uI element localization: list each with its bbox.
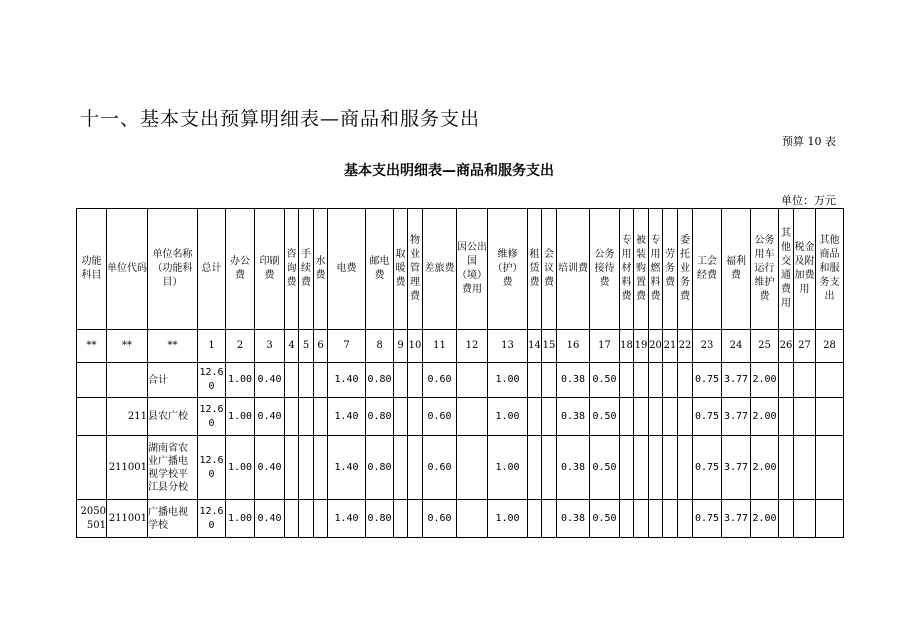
table-cell	[457, 500, 488, 538]
table-cell	[285, 398, 299, 436]
table-cell	[77, 363, 107, 398]
table-cell	[649, 363, 663, 398]
table-cell	[779, 363, 794, 398]
index-cell: 21	[663, 330, 678, 363]
table-cell: 12.60	[198, 398, 226, 436]
table-cell	[528, 363, 542, 398]
table-cell	[542, 500, 557, 538]
table-cell	[408, 363, 423, 398]
table-cell	[394, 398, 408, 436]
table-cell: 3.77	[722, 398, 751, 436]
table-cell: 合计	[148, 363, 198, 398]
table-cell	[542, 436, 557, 500]
table-cell	[816, 398, 844, 436]
table-cell: 1.00	[226, 500, 255, 538]
table-cell: 211	[107, 398, 148, 436]
table-cell	[314, 363, 328, 398]
col-header: 维修（护）费	[488, 209, 528, 330]
index-cell: 20	[649, 330, 663, 363]
table-cell	[542, 398, 557, 436]
col-header: 其他商品和服务支出	[816, 209, 844, 330]
table-cell: 3.77	[722, 363, 751, 398]
table-cell: 12.60	[198, 436, 226, 500]
index-cell: 6	[314, 330, 328, 363]
table-cell	[620, 436, 634, 500]
table-cell: 0.75	[693, 436, 722, 500]
table-cell	[394, 436, 408, 500]
table-cell: 211001	[107, 436, 148, 500]
table-cell: 0.60	[423, 363, 457, 398]
index-cell: **	[148, 330, 198, 363]
table-cell	[779, 398, 794, 436]
table-cell: 0.38	[557, 398, 590, 436]
table-number: 预算 10 表	[782, 135, 836, 148]
table-cell: 广播电视学校	[148, 500, 198, 538]
index-cell: 9	[394, 330, 408, 363]
table-cell: 0.38	[557, 436, 590, 500]
table-cell	[794, 436, 816, 500]
table-cell: 0.50	[590, 436, 620, 500]
table-cell	[394, 500, 408, 538]
table-cell: 0.75	[693, 500, 722, 538]
table-cell: 0.50	[590, 500, 620, 538]
table-cell: 0.40	[255, 363, 285, 398]
index-cell: 8	[366, 330, 394, 363]
col-header: 功能科目	[77, 209, 107, 330]
col-header: 邮电费	[366, 209, 394, 330]
index-cell: 23	[693, 330, 722, 363]
table-cell: 0.60	[423, 500, 457, 538]
table-cell	[678, 436, 693, 500]
table-cell: 0.75	[693, 363, 722, 398]
table-cell	[816, 500, 844, 538]
table-title: 基本支出明细表—商品和服务支出	[344, 163, 554, 179]
unit-label: 单位：万元	[781, 194, 836, 207]
table-cell	[816, 363, 844, 398]
table-cell: 211001	[107, 500, 148, 538]
col-header: 租赁费	[528, 209, 542, 330]
col-header: 其他交通费用	[779, 209, 794, 330]
col-header: 专用燃料费	[649, 209, 663, 330]
index-cell: **	[77, 330, 107, 363]
table-cell	[663, 436, 678, 500]
index-cell: 18	[620, 330, 634, 363]
table-cell	[779, 500, 794, 538]
col-header: 被装购置费	[634, 209, 649, 330]
table-cell	[649, 398, 663, 436]
index-cell: 28	[816, 330, 844, 363]
table-cell	[285, 500, 299, 538]
table-cell	[816, 436, 844, 500]
table-cell	[678, 500, 693, 538]
table-cell: 1.00	[488, 436, 528, 500]
table-cell	[620, 500, 634, 538]
table-cell: 0.80	[366, 398, 394, 436]
col-header: 税金及附加费用	[794, 209, 816, 330]
table-cell	[314, 436, 328, 500]
table-cell: 1.40	[328, 436, 366, 500]
table-cell	[457, 436, 488, 500]
index-cell: 17	[590, 330, 620, 363]
table-cell: 0.80	[366, 363, 394, 398]
col-header: 单位代码	[107, 209, 148, 330]
col-header: 电费	[328, 209, 366, 330]
table-cell: 0.80	[366, 500, 394, 538]
index-cell: 19	[634, 330, 649, 363]
table-cell: 县农广校	[148, 398, 198, 436]
index-cell: 11	[423, 330, 457, 363]
budget-detail-table	[76, 208, 844, 538]
table-cell	[779, 436, 794, 500]
table-cell: 1.40	[328, 398, 366, 436]
header-row	[77, 209, 844, 330]
table-cell	[663, 500, 678, 538]
col-header: 差旅费	[423, 209, 457, 330]
table-cell	[528, 398, 542, 436]
index-cell: 1	[198, 330, 226, 363]
index-cell: 27	[794, 330, 816, 363]
index-cell: 24	[722, 330, 751, 363]
table-cell	[408, 398, 423, 436]
table-cell: 0.40	[255, 500, 285, 538]
table-row	[77, 500, 844, 538]
col-header: 手续费	[299, 209, 314, 330]
col-header: 专用材料费	[620, 209, 634, 330]
table-cell	[285, 436, 299, 500]
document-title: 十一、基本支出预算明细表—商品和服务支出	[80, 108, 481, 130]
index-cell: 13	[488, 330, 528, 363]
table-cell	[314, 398, 328, 436]
table-cell	[457, 363, 488, 398]
table-cell: 0.38	[557, 500, 590, 538]
table-cell	[299, 436, 314, 500]
index-cell: 16	[557, 330, 590, 363]
table-cell	[408, 500, 423, 538]
table-cell	[299, 363, 314, 398]
table-cell	[663, 363, 678, 398]
table-cell: 3.77	[722, 500, 751, 538]
col-header: 水费	[314, 209, 328, 330]
col-header: 培训费	[557, 209, 590, 330]
table-cell: 0.40	[255, 398, 285, 436]
table-cell	[794, 398, 816, 436]
col-header: 因公出国（境）费用	[457, 209, 488, 330]
table-cell	[794, 500, 816, 538]
table-cell	[528, 500, 542, 538]
table-row	[77, 363, 844, 398]
table-cell	[285, 363, 299, 398]
table-cell: 2.00	[751, 363, 779, 398]
table-cell	[457, 398, 488, 436]
table-cell: 12.60	[198, 500, 226, 538]
table-cell	[678, 363, 693, 398]
table-cell: 1.40	[328, 500, 366, 538]
table-cell	[794, 363, 816, 398]
index-cell: **	[107, 330, 148, 363]
col-header: 公务接待费	[590, 209, 620, 330]
table-cell: 2.00	[751, 398, 779, 436]
col-header: 取暖费	[394, 209, 408, 330]
index-cell: 22	[678, 330, 693, 363]
index-cell: 15	[542, 330, 557, 363]
table-cell: 2.00	[751, 500, 779, 538]
table-cell: 0.60	[423, 436, 457, 500]
col-header: 劳务费	[663, 209, 678, 330]
table-cell	[649, 500, 663, 538]
index-cell: 26	[779, 330, 794, 363]
table-cell: 1.00	[488, 500, 528, 538]
table-cell: 3.77	[722, 436, 751, 500]
col-header: 公务用车运行维护费	[751, 209, 779, 330]
table-cell	[620, 363, 634, 398]
col-header: 咨询费	[285, 209, 299, 330]
table-cell	[107, 363, 148, 398]
index-cell: 14	[528, 330, 542, 363]
table-cell	[634, 363, 649, 398]
col-header: 总计	[198, 209, 226, 330]
col-header: 工会经费	[693, 209, 722, 330]
table-cell	[678, 398, 693, 436]
table-cell	[408, 436, 423, 500]
index-cell: 12	[457, 330, 488, 363]
index-cell: 3	[255, 330, 285, 363]
table-cell: 湖南省农业广播电视学校平江县分校	[148, 436, 198, 500]
col-header: 单位名称（功能科目）	[148, 209, 198, 330]
table-cell: 1.40	[328, 363, 366, 398]
col-header: 福利费	[722, 209, 751, 330]
index-cell: 25	[751, 330, 779, 363]
table-cell: 1.00	[226, 363, 255, 398]
table-cell	[542, 363, 557, 398]
col-header: 物业管理费	[408, 209, 423, 330]
table-cell	[77, 436, 107, 500]
table-cell	[649, 436, 663, 500]
index-cell: 2	[226, 330, 255, 363]
col-header: 会议费	[542, 209, 557, 330]
table-cell	[663, 398, 678, 436]
table-cell: 0.75	[693, 398, 722, 436]
table-cell: 12.60	[198, 363, 226, 398]
table-cell: 2050501	[77, 500, 107, 538]
table-cell: 1.00	[226, 436, 255, 500]
table-cell: 0.80	[366, 436, 394, 500]
table-cell: 0.38	[557, 363, 590, 398]
table-cell: 0.50	[590, 363, 620, 398]
table-cell: 0.40	[255, 436, 285, 500]
table-cell	[634, 398, 649, 436]
table-cell: 1.00	[488, 398, 528, 436]
index-cell: 10	[408, 330, 423, 363]
table-cell: 0.50	[590, 398, 620, 436]
table-cell	[634, 436, 649, 500]
table-cell	[299, 398, 314, 436]
table-cell	[528, 436, 542, 500]
table-cell	[314, 500, 328, 538]
col-header: 印刷费	[255, 209, 285, 330]
table-cell	[620, 398, 634, 436]
table-cell	[299, 500, 314, 538]
col-header: 委托业务费	[678, 209, 693, 330]
table-row	[77, 436, 844, 500]
index-cell: 4	[285, 330, 299, 363]
index-row	[77, 330, 844, 363]
table-row	[77, 398, 844, 436]
col-header: 办公费	[226, 209, 255, 330]
table-cell: 2.00	[751, 436, 779, 500]
table-cell	[77, 398, 107, 436]
table-cell: 1.00	[226, 398, 255, 436]
index-cell: 7	[328, 330, 366, 363]
table-cell: 0.60	[423, 398, 457, 436]
table-cell: 1.00	[488, 363, 528, 398]
table-cell	[394, 363, 408, 398]
table-cell	[634, 500, 649, 538]
index-cell: 5	[299, 330, 314, 363]
